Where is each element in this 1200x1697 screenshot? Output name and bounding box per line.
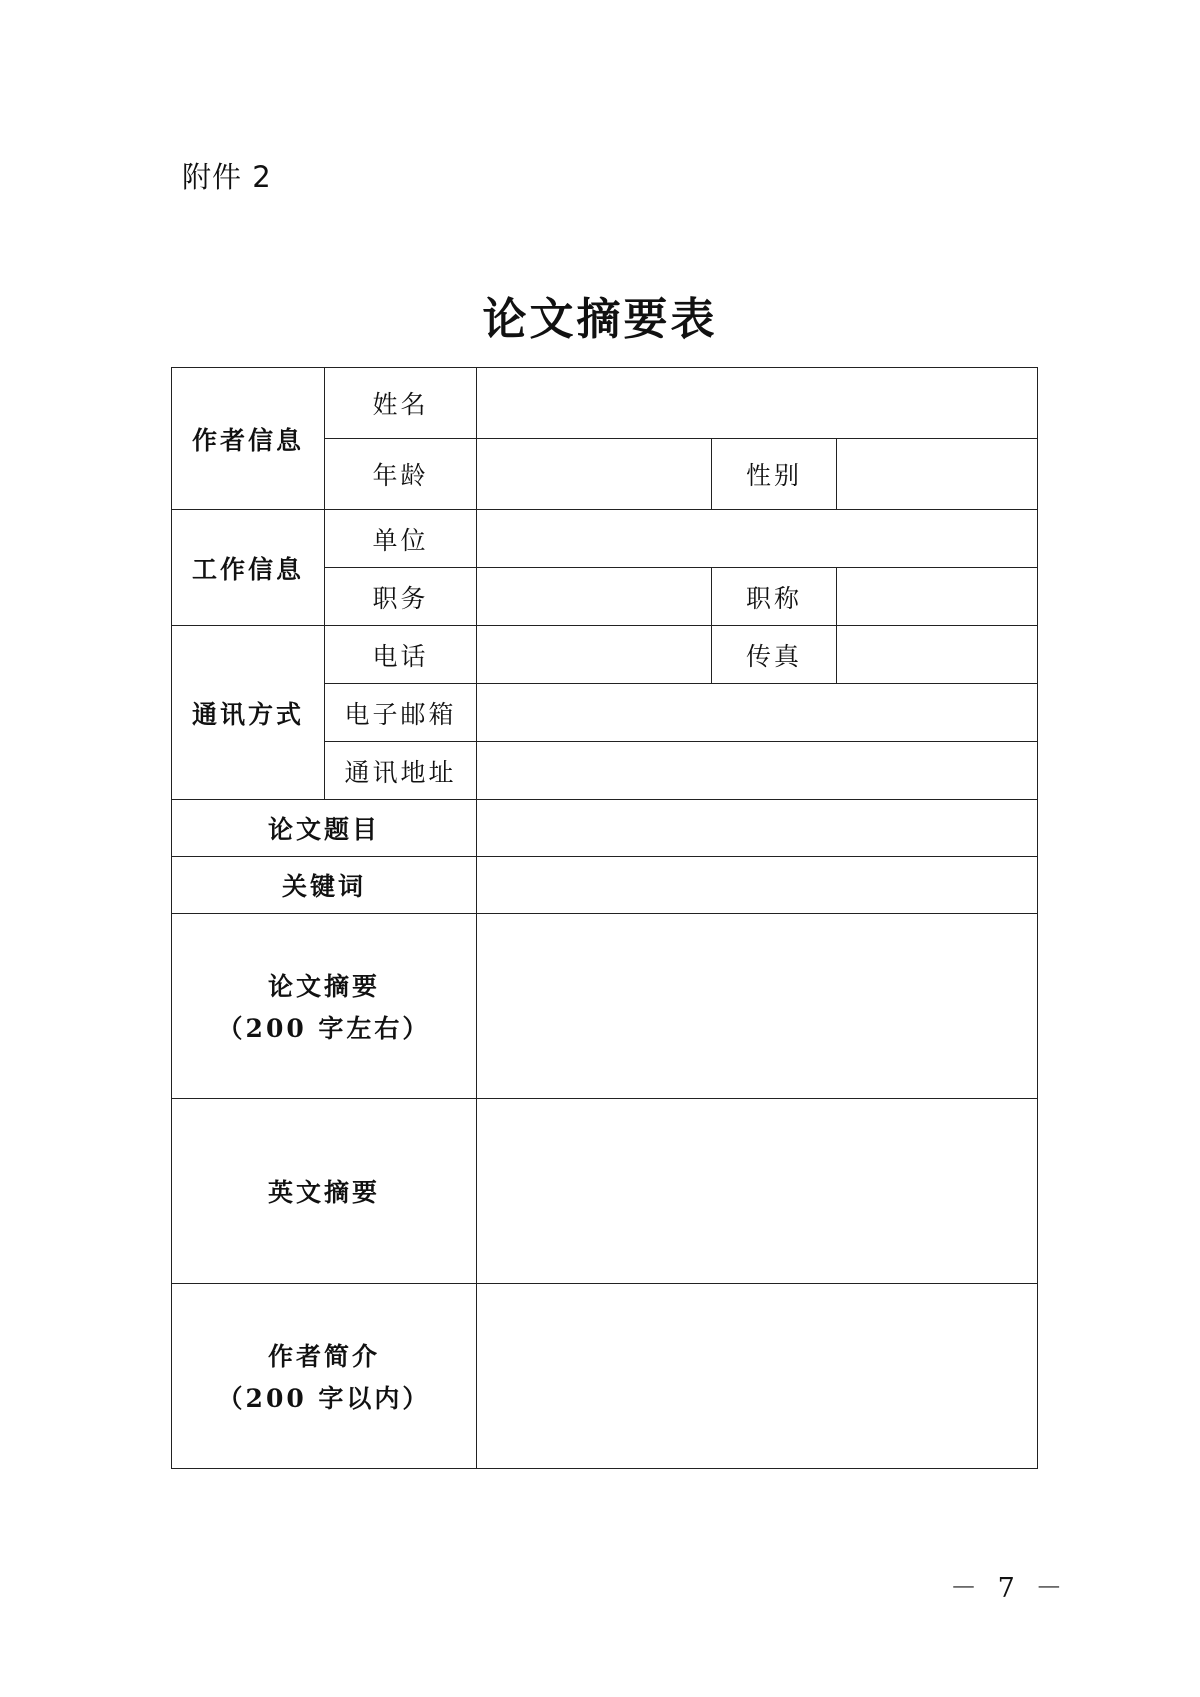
row-author-bio — [172, 1284, 1038, 1469]
phone-field[interactable] — [477, 626, 712, 684]
abstract-note: （200 字左右） — [217, 1014, 431, 1043]
english-abstract-label: 英文摘要 — [172, 1099, 477, 1284]
age-field[interactable] — [477, 439, 712, 510]
row-phone-fax — [172, 626, 1038, 684]
page-number: － 7 － — [950, 1573, 1069, 1604]
address-label: 通讯地址 — [325, 742, 477, 800]
author-bio-label-cell — [172, 1284, 477, 1469]
row-abstract — [172, 914, 1038, 1099]
phone-label: 电话 — [325, 626, 477, 684]
address-field[interactable] — [477, 742, 1038, 800]
row-keywords — [172, 857, 1038, 914]
abstract-form-table — [171, 367, 1038, 1469]
paper-title-label: 论文题目 — [172, 800, 477, 857]
position-field[interactable] — [477, 568, 712, 626]
fax-field[interactable] — [837, 626, 1038, 684]
document-title: 论文摘要表 — [482, 294, 718, 345]
attachment-label: 附件 2 — [182, 160, 272, 194]
row-unit — [172, 510, 1038, 568]
author-bio-note: （200 字以内） — [217, 1384, 431, 1413]
row-english-abstract — [172, 1099, 1038, 1284]
professional-title-label: 职称 — [712, 568, 837, 626]
author-info-group-label: 作者信息 — [172, 368, 325, 510]
email-label: 电子邮箱 — [325, 684, 477, 742]
gender-label: 性别 — [712, 439, 837, 510]
position-label: 职务 — [325, 568, 477, 626]
name-label: 姓名 — [325, 368, 477, 439]
abstract-label-cell — [172, 914, 477, 1099]
english-abstract-field[interactable] — [477, 1099, 1038, 1284]
keywords-label: 关键词 — [172, 857, 477, 914]
abstract-label: 论文摘要 — [267, 972, 380, 1001]
fax-label: 传真 — [712, 626, 837, 684]
author-bio-label: 作者简介 — [267, 1342, 380, 1371]
keywords-field[interactable] — [477, 857, 1038, 914]
row-name — [172, 368, 1038, 439]
gender-field[interactable] — [837, 439, 1038, 510]
age-label: 年龄 — [325, 439, 477, 510]
professional-title-field[interactable] — [837, 568, 1038, 626]
abstract-field[interactable] — [477, 914, 1038, 1099]
row-paper-title — [172, 800, 1038, 857]
unit-label: 单位 — [325, 510, 477, 568]
work-info-group-label: 工作信息 — [172, 510, 325, 626]
name-field[interactable] — [477, 368, 1038, 439]
contact-group-label: 通讯方式 — [172, 626, 325, 800]
paper-title-field[interactable] — [477, 800, 1038, 857]
email-field[interactable] — [477, 684, 1038, 742]
unit-field[interactable] — [477, 510, 1038, 568]
author-bio-field[interactable] — [477, 1284, 1038, 1469]
